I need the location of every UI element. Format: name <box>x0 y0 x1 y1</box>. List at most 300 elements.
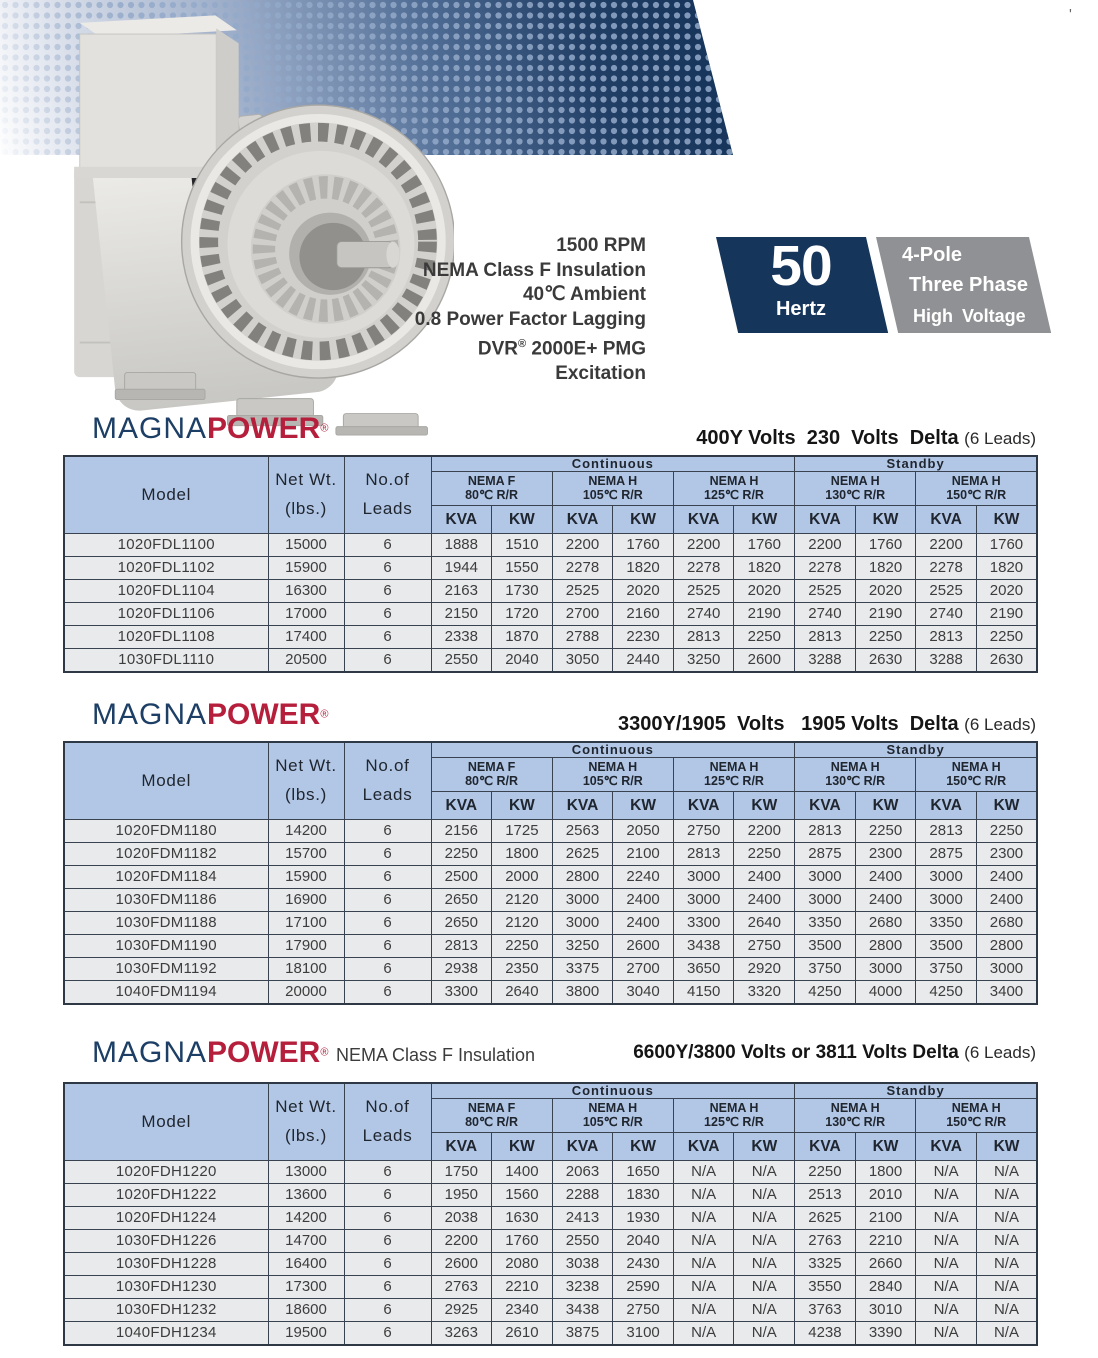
rating-cell: 1725 <box>492 820 553 843</box>
net-weight-cell: 15900 <box>268 557 344 580</box>
rating-cell: 2250 <box>855 626 916 649</box>
rating-cell: 2750 <box>734 935 795 958</box>
rating-cell: N/A <box>673 1299 734 1322</box>
model-cell: 1020FDM1184 <box>64 866 268 889</box>
table-row <box>64 935 1037 958</box>
rating-cell: N/A <box>976 1253 1037 1276</box>
rating-cell: 2100 <box>613 843 674 866</box>
leads-cell: 6 <box>344 1161 431 1184</box>
unit-header: KVA <box>916 1133 977 1161</box>
rating-cell: 3500 <box>916 935 977 958</box>
spec-table-400y <box>63 455 1038 673</box>
rating-cell: 2400 <box>734 889 795 912</box>
rating-cell: 2813 <box>916 626 977 649</box>
rating-cell: 3550 <box>795 1276 856 1299</box>
leads-note: (6 Leads) <box>964 715 1036 734</box>
leads-cell: 6 <box>344 1276 431 1299</box>
rating-cell: 2200 <box>916 534 977 557</box>
nema-group-header: NEMA H 125℃ R/R <box>673 1099 794 1133</box>
rating-cell: 2300 <box>855 843 916 866</box>
leads-cell: 6 <box>344 866 431 889</box>
table-row <box>64 1184 1037 1207</box>
rating-cell: 2813 <box>673 626 734 649</box>
model-cell: 1020FDL1100 <box>64 534 268 557</box>
net-weight-cell: 15700 <box>268 843 344 866</box>
nema-group-header: NEMA H 105℃ R/R <box>552 1099 673 1133</box>
table-title-400y: 400Y Volts 230 Volts Delta (6 Leads) <box>696 427 1036 449</box>
rating-cell: 2040 <box>492 649 553 673</box>
rating-cell: 2550 <box>431 649 492 673</box>
hero-banner <box>0 0 1098 480</box>
leads-cell: 6 <box>344 843 431 866</box>
rating-cell: 4250 <box>795 981 856 1005</box>
magnapower-logo: MAGNAPOWER® <box>92 412 329 445</box>
rating-cell: 2600 <box>431 1253 492 1276</box>
leads-cell: 6 <box>344 1207 431 1230</box>
rating-cell: 2740 <box>795 603 856 626</box>
spec-table <box>63 741 1038 1005</box>
rating-cell: 2038 <box>431 1207 492 1230</box>
leads-cell: 6 <box>344 820 431 843</box>
leads-note: (6 Leads) <box>964 1043 1036 1062</box>
pole-line: 4-Pole <box>902 244 963 266</box>
rating-cell: 1650 <box>613 1161 674 1184</box>
rating-cell: 2010 <box>855 1184 916 1207</box>
rating-cell: N/A <box>673 1253 734 1276</box>
unit-header: KW <box>734 1133 795 1161</box>
rating-cell: 1820 <box>976 557 1037 580</box>
net-weight-cell: 14200 <box>268 1207 344 1230</box>
rating-cell: 4150 <box>673 981 734 1005</box>
net-weight-cell: 18600 <box>268 1299 344 1322</box>
model-cell: 1020FDH1224 <box>64 1207 268 1230</box>
unit-header: KW <box>492 506 553 534</box>
unit-header: KW <box>976 1133 1037 1161</box>
rating-cell: 2938 <box>431 958 492 981</box>
rating-cell: 2278 <box>552 557 613 580</box>
rating-cell: 2625 <box>552 843 613 866</box>
table-row <box>64 866 1037 889</box>
standby-header: Standby <box>795 456 1037 472</box>
rating-cell: N/A <box>734 1322 795 1346</box>
model-cell: 1040FDM1194 <box>64 981 268 1005</box>
rating-cell: N/A <box>673 1322 734 1346</box>
rating-cell: 3500 <box>795 935 856 958</box>
rating-cell: 2120 <box>492 889 553 912</box>
rating-cell: 2250 <box>976 820 1037 843</box>
rating-cell: 3438 <box>552 1299 613 1322</box>
table-title-3300y: 3300Y/1905 Volts 1905 Volts Delta (6 Leads) <box>618 713 1036 735</box>
leads-cell: 6 <box>344 557 431 580</box>
net-weight-cell: 20500 <box>268 649 344 673</box>
rating-cell: N/A <box>734 1161 795 1184</box>
rating-cell: 2813 <box>673 843 734 866</box>
rating-cell: 2813 <box>795 820 856 843</box>
rating-cell: N/A <box>976 1230 1037 1253</box>
unit-header: KW <box>613 1133 674 1161</box>
rating-cell: 2020 <box>613 580 674 603</box>
rating-cell: 2550 <box>552 1230 613 1253</box>
rating-cell: 2800 <box>855 935 916 958</box>
ratings-spec-list <box>400 234 646 387</box>
rating-cell: 3000 <box>673 866 734 889</box>
spec-line: 40℃ Ambient <box>522 284 646 306</box>
rating-cell: 2875 <box>795 843 856 866</box>
rating-cell: N/A <box>976 1299 1037 1322</box>
rating-cell: 2590 <box>613 1276 674 1299</box>
rating-cell: 3390 <box>855 1322 916 1346</box>
spec-line-dvr: DVR® 2000E+ PMG Excitation <box>477 338 646 385</box>
table-row <box>64 1276 1037 1299</box>
rating-cell: 2400 <box>976 866 1037 889</box>
rating-cell: 2740 <box>916 603 977 626</box>
rating-cell: 2250 <box>734 626 795 649</box>
net-weight-cell: 13600 <box>268 1184 344 1207</box>
nema-group-header: NEMA H 150℃ R/R <box>916 758 1037 792</box>
rating-cell: 3050 <box>552 649 613 673</box>
table-row <box>64 649 1037 673</box>
rating-cell: N/A <box>734 1230 795 1253</box>
rating-cell: 2250 <box>976 626 1037 649</box>
net-weight-cell: 17900 <box>268 935 344 958</box>
continuous-header: Continuous <box>431 742 795 758</box>
rating-cell: N/A <box>673 1184 734 1207</box>
rating-cell: 3250 <box>673 649 734 673</box>
table-row <box>64 1161 1037 1184</box>
rating-cell: 2500 <box>431 866 492 889</box>
rating-cell: 2190 <box>855 603 916 626</box>
rating-cell: 2763 <box>431 1276 492 1299</box>
table-row <box>64 1322 1037 1346</box>
leads-cell: 6 <box>344 981 431 1005</box>
rating-cell: N/A <box>916 1276 977 1299</box>
leads-cell: 6 <box>344 889 431 912</box>
table-row <box>64 843 1037 866</box>
rating-cell: 2788 <box>552 626 613 649</box>
unit-header: KW <box>734 792 795 820</box>
rating-cell: 2400 <box>613 889 674 912</box>
table-row <box>64 820 1037 843</box>
rating-cell: 1820 <box>734 557 795 580</box>
model-cell: 1020FDM1180 <box>64 820 268 843</box>
spec-table-3300y <box>63 741 1038 1005</box>
unit-header: KVA <box>673 506 734 534</box>
spec-table-6600y <box>63 1082 1038 1346</box>
rating-cell: 2050 <box>613 820 674 843</box>
rating-cell: 2650 <box>431 912 492 935</box>
hertz-value: 50 <box>770 234 832 298</box>
rating-cell: 2340 <box>492 1299 553 1322</box>
net-weight-cell: 15000 <box>268 534 344 557</box>
leads-header: No.of Leads <box>344 742 431 820</box>
nema-group-header: NEMA H 130℃ R/R <box>795 758 916 792</box>
rating-cell: 3000 <box>673 889 734 912</box>
rating-cell: 2200 <box>795 534 856 557</box>
rating-cell: 2020 <box>734 580 795 603</box>
model-header: Model <box>64 1083 268 1161</box>
rating-cell: 2338 <box>431 626 492 649</box>
unit-header: KW <box>855 506 916 534</box>
nema-group-header: NEMA F 80℃ R/R <box>431 1099 552 1133</box>
pole-line: Three Phase <box>909 274 1028 296</box>
leads-cell: 6 <box>344 534 431 557</box>
standby-header: Standby <box>795 742 1037 758</box>
model-cell: 1030FDL1110 <box>64 649 268 673</box>
rating-cell: 2840 <box>855 1276 916 1299</box>
rating-cell: N/A <box>916 1230 977 1253</box>
nema-group-header: NEMA H 125℃ R/R <box>673 472 794 506</box>
rating-cell: 2278 <box>916 557 977 580</box>
rating-cell: 3300 <box>673 912 734 935</box>
nema-group-header: NEMA H 105℃ R/R <box>552 472 673 506</box>
registered-mark: ® <box>518 338 527 351</box>
unit-header: KW <box>855 1133 916 1161</box>
unit-header: KVA <box>673 792 734 820</box>
net-weight-cell: 17300 <box>268 1276 344 1299</box>
net-weight-cell: 17400 <box>268 626 344 649</box>
rating-cell: 1510 <box>492 534 553 557</box>
rating-cell: N/A <box>976 1322 1037 1346</box>
rating-cell: 3000 <box>795 866 856 889</box>
unit-header: KW <box>976 792 1037 820</box>
net-weight-cell: 16900 <box>268 889 344 912</box>
rating-cell: 3238 <box>552 1276 613 1299</box>
rating-cell: 2250 <box>734 843 795 866</box>
leads-cell: 6 <box>344 603 431 626</box>
rating-cell: N/A <box>916 1207 977 1230</box>
rating-cell: 2250 <box>855 820 916 843</box>
rating-cell: N/A <box>916 1161 977 1184</box>
rating-cell: 2813 <box>431 935 492 958</box>
table-row <box>64 1299 1037 1322</box>
rating-cell: 1630 <box>492 1207 553 1230</box>
rating-cell: 2700 <box>613 958 674 981</box>
rating-cell: 2640 <box>734 912 795 935</box>
model-cell: 1030FDH1228 <box>64 1253 268 1276</box>
rating-cell: 2625 <box>795 1207 856 1230</box>
rating-cell: 2200 <box>552 534 613 557</box>
magnapower-logo: MAGNAPOWER® <box>92 1036 329 1069</box>
rating-cell: 3325 <box>795 1253 856 1276</box>
leads-cell: 6 <box>344 958 431 981</box>
model-header: Model <box>64 456 268 534</box>
model-cell: 1020FDH1220 <box>64 1161 268 1184</box>
rating-cell: 3038 <box>552 1253 613 1276</box>
rating-cell: 1760 <box>855 534 916 557</box>
standby-header: Standby <box>795 1083 1037 1099</box>
model-cell: 1020FDH1222 <box>64 1184 268 1207</box>
table-row <box>64 912 1037 935</box>
rating-cell: 3800 <box>552 981 613 1005</box>
continuous-header: Continuous <box>431 456 795 472</box>
rating-cell: 3750 <box>795 958 856 981</box>
rating-cell: 1760 <box>734 534 795 557</box>
leads-cell: 6 <box>344 1253 431 1276</box>
rating-cell: 1820 <box>855 557 916 580</box>
unit-header: KVA <box>916 792 977 820</box>
model-cell: 1030FDH1226 <box>64 1230 268 1253</box>
model-cell: 1020FDL1106 <box>64 603 268 626</box>
rating-cell: 3288 <box>795 649 856 673</box>
rating-cell: 2163 <box>431 580 492 603</box>
rating-cell: 3000 <box>916 866 977 889</box>
rating-cell: 2660 <box>855 1253 916 1276</box>
rating-cell: 2288 <box>552 1184 613 1207</box>
rating-cell: 2100 <box>855 1207 916 1230</box>
net-weight-cell: 19500 <box>268 1322 344 1346</box>
rating-cell: 2063 <box>552 1161 613 1184</box>
rating-cell: N/A <box>673 1161 734 1184</box>
rating-cell: 2513 <box>795 1184 856 1207</box>
registered-mark: ® <box>320 708 329 721</box>
frequency-badges <box>716 234 1036 333</box>
net-weight-cell: 13000 <box>268 1161 344 1184</box>
rating-cell: N/A <box>734 1253 795 1276</box>
rating-cell: 2440 <box>613 649 674 673</box>
rating-cell: 2156 <box>431 820 492 843</box>
rating-cell: 3000 <box>916 889 977 912</box>
unit-header: KW <box>734 506 795 534</box>
leads-cell: 6 <box>344 935 431 958</box>
rating-cell: 1950 <box>431 1184 492 1207</box>
rating-cell: 2430 <box>613 1253 674 1276</box>
spec-line: 0.8 Power Factor Lagging <box>414 308 646 330</box>
unit-header: KW <box>613 792 674 820</box>
rating-cell: 2763 <box>795 1230 856 1253</box>
rating-cell: 2400 <box>976 889 1037 912</box>
rating-cell: 2800 <box>552 866 613 889</box>
rating-cell: 2240 <box>613 866 674 889</box>
rating-cell: 1800 <box>855 1161 916 1184</box>
rating-cell: N/A <box>734 1207 795 1230</box>
continuous-header: Continuous <box>431 1083 795 1099</box>
rating-cell: 3288 <box>916 649 977 673</box>
pole-line: High Voltage <box>913 306 1026 326</box>
rating-cell: 1760 <box>613 534 674 557</box>
nema-group-header: NEMA H 150℃ R/R <box>916 472 1037 506</box>
net-weight-header: Net Wt. (lbs.) <box>268 456 344 534</box>
table-row <box>64 626 1037 649</box>
rating-cell: 2350 <box>492 958 553 981</box>
registered-mark: ® <box>320 422 329 435</box>
rating-cell: 1560 <box>492 1184 553 1207</box>
generator-photo <box>14 6 454 436</box>
net-weight-header: Net Wt. (lbs.) <box>268 1083 344 1161</box>
rating-cell: N/A <box>976 1207 1037 1230</box>
rating-cell: 2210 <box>492 1276 553 1299</box>
rating-cell: 2813 <box>916 820 977 843</box>
rating-cell: 3100 <box>613 1322 674 1346</box>
model-cell: 1030FDM1186 <box>64 889 268 912</box>
table-row <box>64 580 1037 603</box>
rating-cell: 2190 <box>976 603 1037 626</box>
rating-cell: 2250 <box>492 935 553 958</box>
rating-cell: 2200 <box>673 534 734 557</box>
rating-cell: 2600 <box>613 935 674 958</box>
rating-cell: 1944 <box>431 557 492 580</box>
table-title-6600y: 6600Y/3800 Volts or 3811 Volts Delta (6 Leads) <box>633 1042 1036 1063</box>
rating-cell: N/A <box>673 1230 734 1253</box>
model-header: Model <box>64 742 268 820</box>
rating-cell: N/A <box>916 1184 977 1207</box>
table-row <box>64 603 1037 626</box>
rating-cell: 2200 <box>734 820 795 843</box>
rating-cell: N/A <box>734 1184 795 1207</box>
rating-cell: 3750 <box>916 958 977 981</box>
rating-cell: 3320 <box>734 981 795 1005</box>
net-weight-cell: 17000 <box>268 603 344 626</box>
rating-cell: 2525 <box>916 580 977 603</box>
leads-header: No.of Leads <box>344 456 431 534</box>
rating-cell: 2920 <box>734 958 795 981</box>
nema-group-header: NEMA H 105℃ R/R <box>552 758 673 792</box>
rating-cell: 3650 <box>673 958 734 981</box>
model-cell: 1030FDM1188 <box>64 912 268 935</box>
rating-cell: 2210 <box>855 1230 916 1253</box>
nema-group-header: NEMA H 130℃ R/R <box>795 1099 916 1133</box>
net-weight-cell: 14700 <box>268 1230 344 1253</box>
unit-header: KW <box>855 792 916 820</box>
rating-cell: 2700 <box>552 603 613 626</box>
hertz-label: Hertz <box>775 298 826 320</box>
rating-cell: 2925 <box>431 1299 492 1322</box>
rating-cell: 2200 <box>431 1230 492 1253</box>
model-cell: 1020FDM1182 <box>64 843 268 866</box>
rating-cell: 1760 <box>976 534 1037 557</box>
rating-cell: 2610 <box>492 1322 553 1346</box>
rating-cell: 3010 <box>855 1299 916 1322</box>
rating-cell: 4000 <box>855 981 916 1005</box>
unit-header: KW <box>976 506 1037 534</box>
rating-cell: 2020 <box>855 580 916 603</box>
rating-cell: 3000 <box>795 889 856 912</box>
rating-cell: 2525 <box>795 580 856 603</box>
spec-table <box>63 1082 1038 1346</box>
model-cell: 1040FDH1234 <box>64 1322 268 1346</box>
rating-cell: 3350 <box>916 912 977 935</box>
registered-mark: ® <box>320 1046 329 1059</box>
rating-cell: 2190 <box>734 603 795 626</box>
leads-cell: 6 <box>344 626 431 649</box>
stray-mark: ' <box>1069 6 1072 23</box>
unit-header: KVA <box>431 506 492 534</box>
rating-cell: 2563 <box>552 820 613 843</box>
nema-group-header: NEMA F 80℃ R/R <box>431 472 552 506</box>
rating-cell: 1750 <box>431 1161 492 1184</box>
net-weight-cell: 17100 <box>268 912 344 935</box>
table-row <box>64 1207 1037 1230</box>
model-cell: 1030FDM1192 <box>64 958 268 981</box>
leads-cell: 6 <box>344 580 431 603</box>
table-row <box>64 1230 1037 1253</box>
rating-cell: 1760 <box>492 1230 553 1253</box>
rating-cell: 3375 <box>552 958 613 981</box>
rating-cell: 3000 <box>976 958 1037 981</box>
unit-header: KVA <box>795 506 856 534</box>
leads-cell: 6 <box>344 649 431 673</box>
rating-cell: 1888 <box>431 534 492 557</box>
rating-cell: N/A <box>976 1184 1037 1207</box>
table-row <box>64 534 1037 557</box>
insulation-note: NEMA Class F Insulation <box>336 1045 536 1065</box>
rating-cell: 3400 <box>976 981 1037 1005</box>
rating-cell: 3350 <box>795 912 856 935</box>
unit-header: KW <box>492 1133 553 1161</box>
nema-group-header: NEMA H 150℃ R/R <box>916 1099 1037 1133</box>
rating-cell: 1820 <box>613 557 674 580</box>
unit-header: KVA <box>916 506 977 534</box>
rating-cell: N/A <box>916 1299 977 1322</box>
